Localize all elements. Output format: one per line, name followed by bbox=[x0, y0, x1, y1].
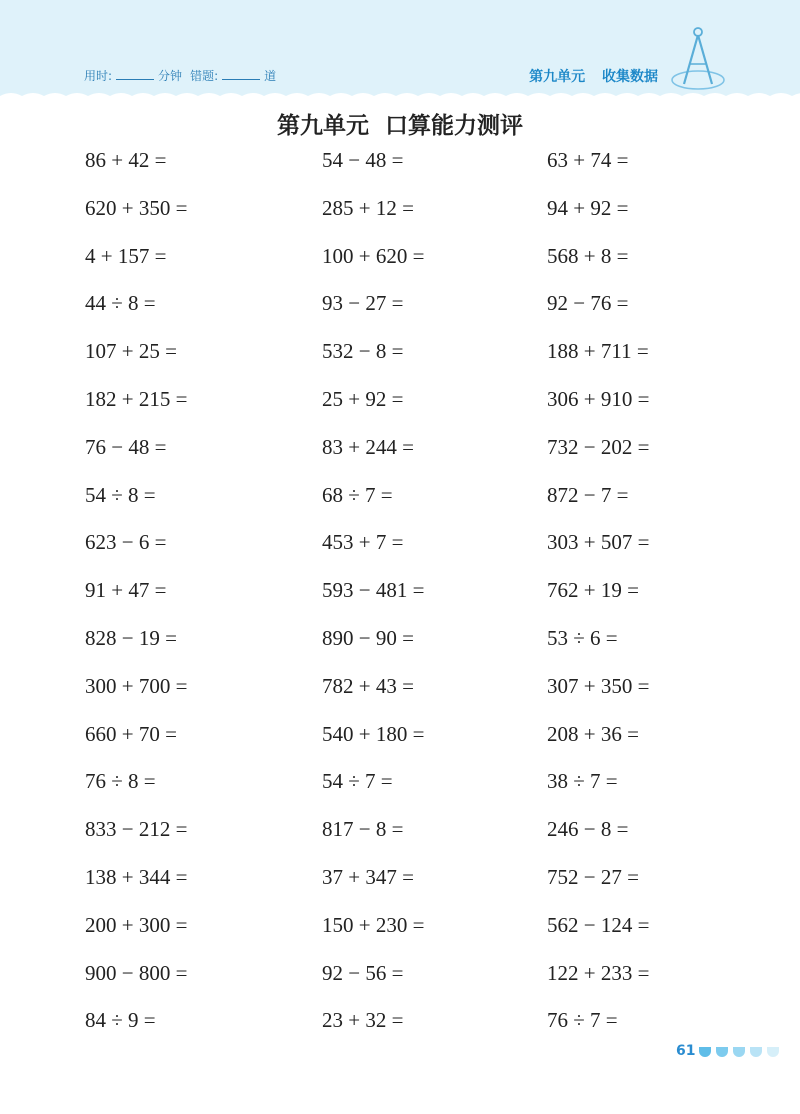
problem-item: 890 − 90 = bbox=[322, 625, 414, 650]
errors-label: 错题: bbox=[190, 69, 219, 83]
problem-item: 833 − 212 = bbox=[85, 817, 188, 842]
problem-item: 872 − 7 = bbox=[547, 482, 629, 507]
problem-item: 54 ÷ 7 = bbox=[322, 769, 393, 794]
problem-item: 92 − 76 = bbox=[547, 291, 629, 316]
problem-item: 453 + 7 = bbox=[322, 530, 404, 555]
unit-name: 第九单元 bbox=[529, 69, 586, 85]
problem-item: 200 + 300 = bbox=[85, 912, 188, 937]
problem-item: 782 + 43 = bbox=[322, 673, 414, 698]
problem-item: 76 ÷ 7 = bbox=[547, 1008, 618, 1033]
problem-item: 84 ÷ 9 = bbox=[85, 1008, 156, 1033]
problem-item: 53 ÷ 6 = bbox=[547, 625, 618, 650]
problem-grid bbox=[85, 145, 705, 1053]
unit-topic: 收集数据 bbox=[602, 69, 658, 85]
problem-item: 94 + 92 = bbox=[547, 195, 629, 220]
problem-item: 63 + 74 = bbox=[547, 148, 629, 172]
problem-item: 83 + 244 = bbox=[322, 434, 414, 459]
problem-item: 54 − 48 = bbox=[322, 148, 404, 172]
compass-icon bbox=[668, 24, 728, 96]
problem-item: 68 ÷ 7 = bbox=[322, 482, 393, 507]
unit-heading bbox=[529, 66, 658, 86]
question-unit: 道 bbox=[264, 69, 277, 83]
problem-item: 660 + 70 = bbox=[85, 721, 177, 746]
problem-item: 188 + 711 = bbox=[547, 339, 649, 364]
problem-item: 93 − 27 = bbox=[322, 291, 404, 316]
problem-item: 306 + 910 = bbox=[547, 386, 650, 411]
problem-item: 540 + 180 = bbox=[322, 721, 425, 746]
problem-item: 76 ÷ 8 = bbox=[85, 769, 156, 794]
problem-item: 568 + 8 = bbox=[547, 243, 629, 268]
problem-item: 300 + 700 = bbox=[85, 673, 188, 698]
problem-item: 562 − 124 = bbox=[547, 912, 650, 937]
problem-item: 817 − 8 = bbox=[322, 817, 404, 842]
time-blank bbox=[116, 78, 154, 80]
cup-icon bbox=[733, 1047, 745, 1057]
errors-blank bbox=[222, 78, 260, 80]
problem-item: 208 + 36 = bbox=[547, 721, 639, 746]
problem-item: 107 + 25 = bbox=[85, 339, 177, 364]
problem-item: 86 + 42 = bbox=[85, 148, 167, 172]
problem-item: 752 − 27 = bbox=[547, 864, 639, 889]
wave-edge bbox=[0, 90, 800, 104]
problem-item: 100 + 620 = bbox=[322, 243, 425, 268]
page-number: 61 bbox=[676, 1043, 696, 1059]
problem-item: 122 + 233 = bbox=[547, 960, 650, 985]
cup-icon bbox=[767, 1047, 779, 1057]
problem-item: 76 − 48 = bbox=[85, 434, 167, 459]
problem-item: 246 − 8 = bbox=[547, 817, 629, 842]
problem-item: 23 + 32 = bbox=[322, 1008, 404, 1033]
cup-icon bbox=[750, 1047, 762, 1057]
header-band bbox=[0, 0, 800, 104]
problem-item: 532 − 8 = bbox=[322, 339, 404, 364]
problem-item: 620 + 350 = bbox=[85, 195, 188, 220]
cup-icon bbox=[716, 1047, 728, 1057]
problem-item: 828 − 19 = bbox=[85, 625, 177, 650]
problem-item: 900 − 800 = bbox=[85, 960, 188, 985]
problem-item: 732 − 202 = bbox=[547, 434, 650, 459]
problem-item: 762 + 19 = bbox=[547, 578, 639, 603]
problem-item: 91 + 47 = bbox=[85, 578, 167, 603]
problem-item: 303 + 507 = bbox=[547, 530, 650, 555]
cup-icon bbox=[699, 1047, 711, 1057]
problem-item: 307 + 350 = bbox=[547, 673, 650, 698]
time-errors-record bbox=[84, 67, 276, 84]
problem-item: 623 − 6 = bbox=[85, 530, 167, 555]
problem-item: 44 ÷ 8 = bbox=[85, 291, 156, 316]
problem-item: 92 − 56 = bbox=[322, 960, 404, 985]
problem-item: 25 + 92 = bbox=[322, 386, 404, 411]
page-decoration bbox=[699, 1047, 779, 1057]
page-title: 第九单元 口算能力测评 bbox=[276, 113, 523, 139]
minute-unit: 分钟 bbox=[158, 69, 183, 83]
problem-item: 54 ÷ 8 = bbox=[85, 482, 156, 507]
problem-item: 182 + 215 = bbox=[85, 386, 188, 411]
problem-item: 138 + 344 = bbox=[85, 864, 188, 889]
problem-item: 38 ÷ 7 = bbox=[547, 769, 618, 794]
problem-item: 593 − 481 = bbox=[322, 578, 425, 603]
time-label: 用时: bbox=[84, 69, 113, 83]
problem-item: 4 + 157 = bbox=[85, 243, 167, 268]
problem-item: 150 + 230 = bbox=[322, 912, 425, 937]
problem-item: 285 + 12 = bbox=[322, 195, 414, 220]
problem-item: 37 + 347 = bbox=[322, 864, 414, 889]
